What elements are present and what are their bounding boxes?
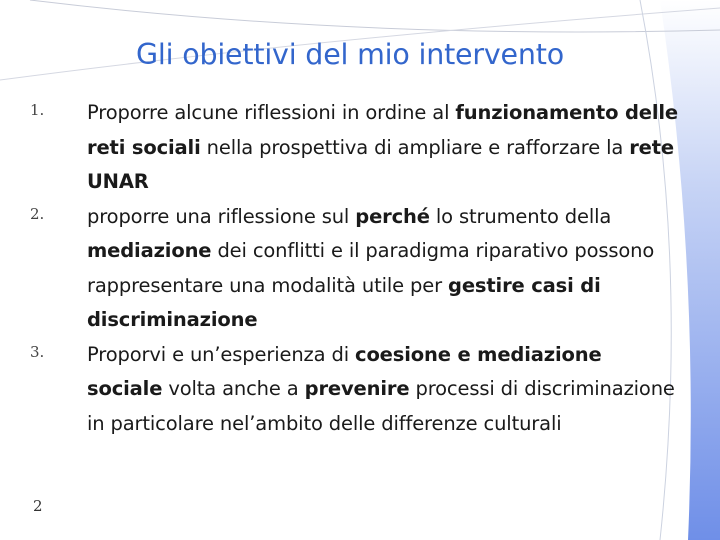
text-segment-bold: mediazione <box>87 239 212 262</box>
text-segment: dei conflitti e il paradigma riparativo possono rappresentare una modalità utile per <box>87 239 655 297</box>
list-item-number: 2. <box>30 204 45 223</box>
objectives-list <box>30 96 680 441</box>
list-item-text <box>87 200 680 338</box>
text-segment: proporre una riflessione sul <box>87 204 356 228</box>
text-segment: Proporre alcune riflessioni in ordine al <box>87 101 456 124</box>
text-segment-bold: perché <box>355 204 430 228</box>
text-segment-bold: rete UNAR <box>87 135 674 193</box>
text-segment-bold: gestire casi di discriminazione <box>87 273 601 331</box>
text-segment-bold: prevenire <box>304 377 410 400</box>
text-segment: nella prospettiva di ampliare e rafforzare la <box>200 135 630 159</box>
text-segment: volta anche a <box>162 377 305 400</box>
list-item <box>30 200 680 338</box>
list-item <box>30 96 680 200</box>
list-item-number: 1. <box>30 101 45 119</box>
text-segment: processi di discriminazione in particolare nel’ambito delle differenze culturali <box>87 377 675 435</box>
text-segment: lo strumento della <box>429 204 612 228</box>
list-item-number: 3. <box>30 342 45 361</box>
list-item-text <box>87 338 680 442</box>
slide-title: Gli obiettivi del mio intervento <box>136 38 564 71</box>
page-number: 2 <box>33 497 43 515</box>
text-segment-bold: coesione e mediazione sociale <box>87 342 602 400</box>
list-item <box>30 338 680 442</box>
text-segment: Proporvi e un’esperienza di <box>87 342 356 366</box>
list-item-text <box>87 96 680 200</box>
text-segment-bold: funzionamento delle reti sociali <box>87 101 679 159</box>
